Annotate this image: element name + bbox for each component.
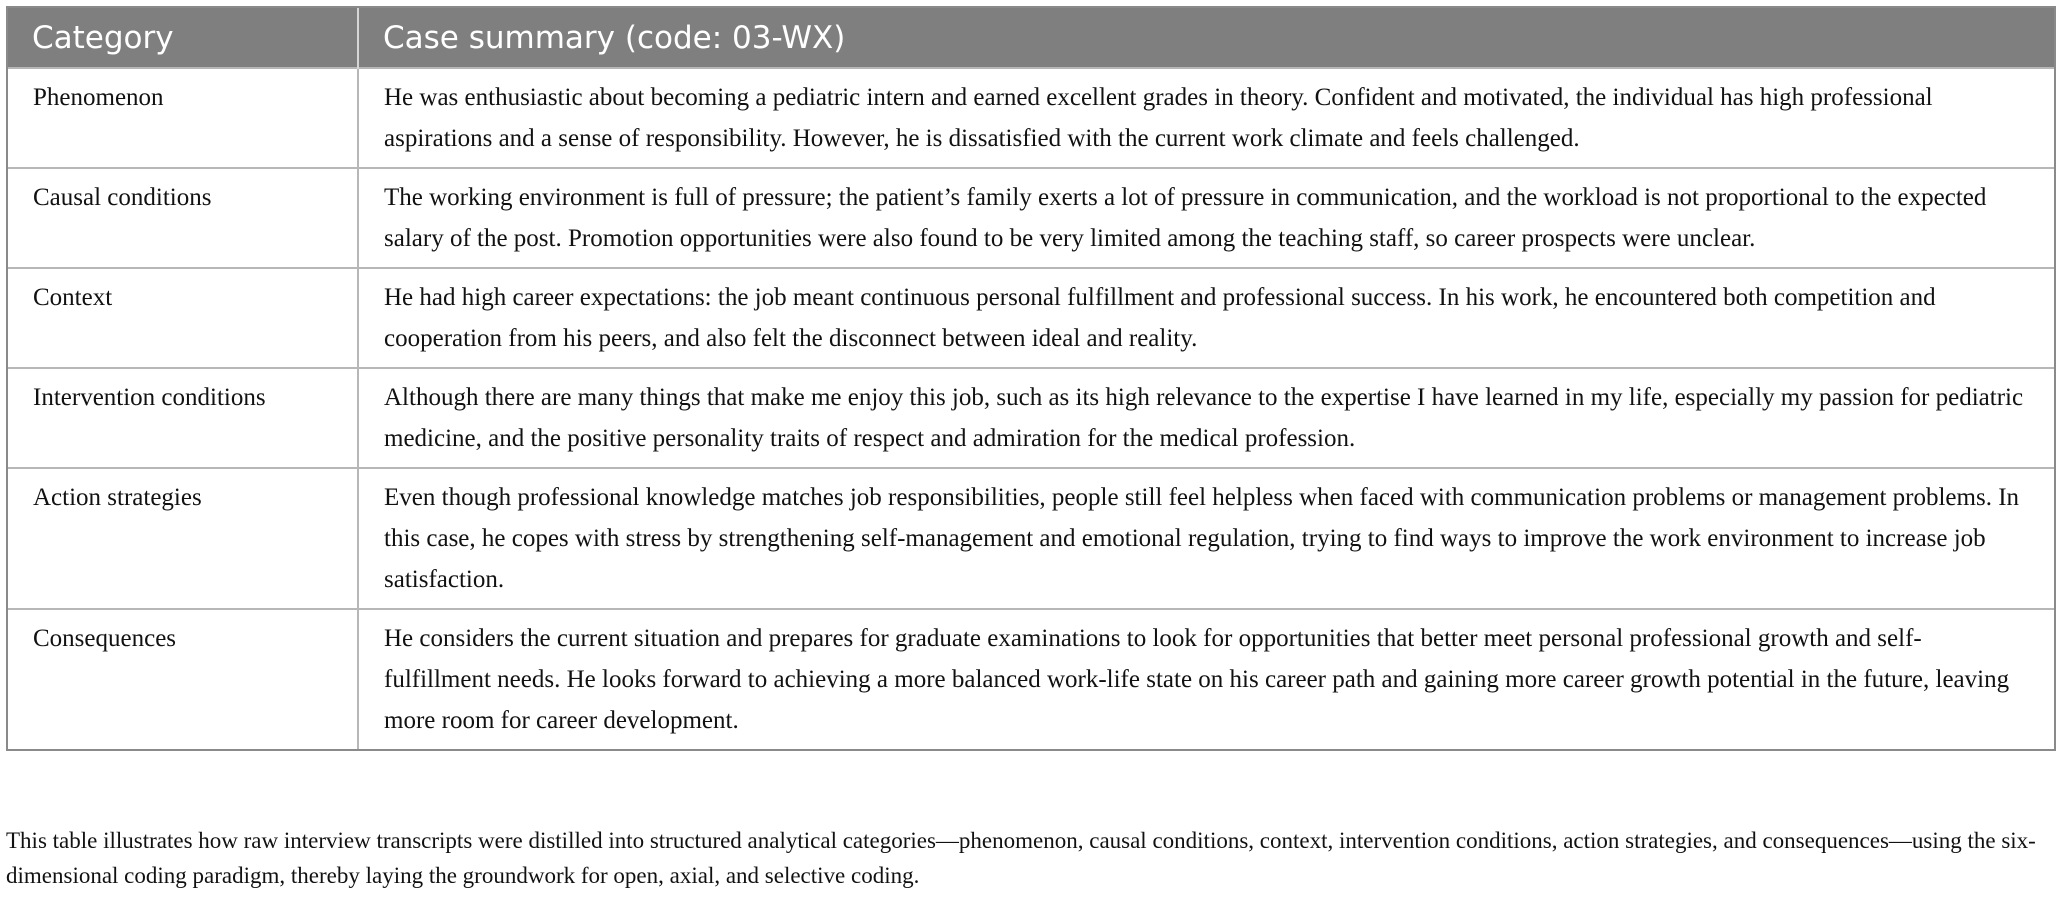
table-header-row bbox=[8, 8, 2054, 68]
table-footnote: This table illustrates how raw interview transcripts were distilled into structured analytical categories—phenomenon, causal conditions, context, intervention conditions, action strategies, and consequences—using the six-dimensional coding paradigm, thereby laying the groundwork for open, axial, and selective coding. bbox=[6, 828, 2036, 888]
table-row bbox=[8, 268, 2054, 368]
row-summary: He considers the current situation and prepares for graduate examinations to look for opportunities that better meet personal professional growth and self-fulfillment needs. He looks forward to achieving a more balanced work-life state on his career path and gaining more career growth potential in the future, leaving more room for career development. bbox=[358, 609, 2054, 749]
row-category: Consequences bbox=[8, 609, 358, 749]
coding-table bbox=[8, 8, 2054, 749]
header-case-summary: Case summary (code: 03-WX) bbox=[358, 8, 2054, 68]
table-row bbox=[8, 609, 2054, 749]
row-summary: He was enthusiastic about becoming a pediatric intern and earned excellent grades in theory. Confident and motivated, the individual has high professional aspirations and a sense of responsibility. However, he is dissatisfied with the current work climate and feels challenged. bbox=[358, 68, 2054, 168]
row-category: Causal conditions bbox=[8, 168, 358, 268]
header-category: Category bbox=[8, 8, 358, 68]
case-summary-table bbox=[6, 6, 2056, 751]
row-category: Intervention conditions bbox=[8, 368, 358, 468]
row-summary: Even though professional knowledge matches job responsibilities, people still feel helpless when faced with communication problems or management problems. In this case, he copes with stress by strengthening self-management and emotional regulation, trying to find ways to improve the work environment to increase job satisfaction. bbox=[358, 468, 2054, 609]
row-category: Context bbox=[8, 268, 358, 368]
table-row bbox=[8, 168, 2054, 268]
row-summary: The working environment is full of pressure; the patient’s family exerts a lot of pressure in communication, and the workload is not proportional to the expected salary of the post. Promotion opportunities were also found to be very limited among the teaching staff, so career prospects were unclear. bbox=[358, 168, 2054, 268]
row-category: Phenomenon bbox=[8, 68, 358, 168]
table-row bbox=[8, 368, 2054, 468]
table-row bbox=[8, 468, 2054, 609]
table-row bbox=[8, 68, 2054, 168]
row-summary: He had high career expectations: the job meant continuous personal fulfillment and professional success. In his work, he encountered both competition and cooperation from his peers, and also felt the disconnect between ideal and reality. bbox=[358, 268, 2054, 368]
row-category: Action strategies bbox=[8, 468, 358, 609]
row-summary: Although there are many things that make me enjoy this job, such as its high relevance to the expertise I have learned in my life, especially my passion for pediatric medicine, and the positive personality traits of respect and admiration for the medical profession. bbox=[358, 368, 2054, 468]
